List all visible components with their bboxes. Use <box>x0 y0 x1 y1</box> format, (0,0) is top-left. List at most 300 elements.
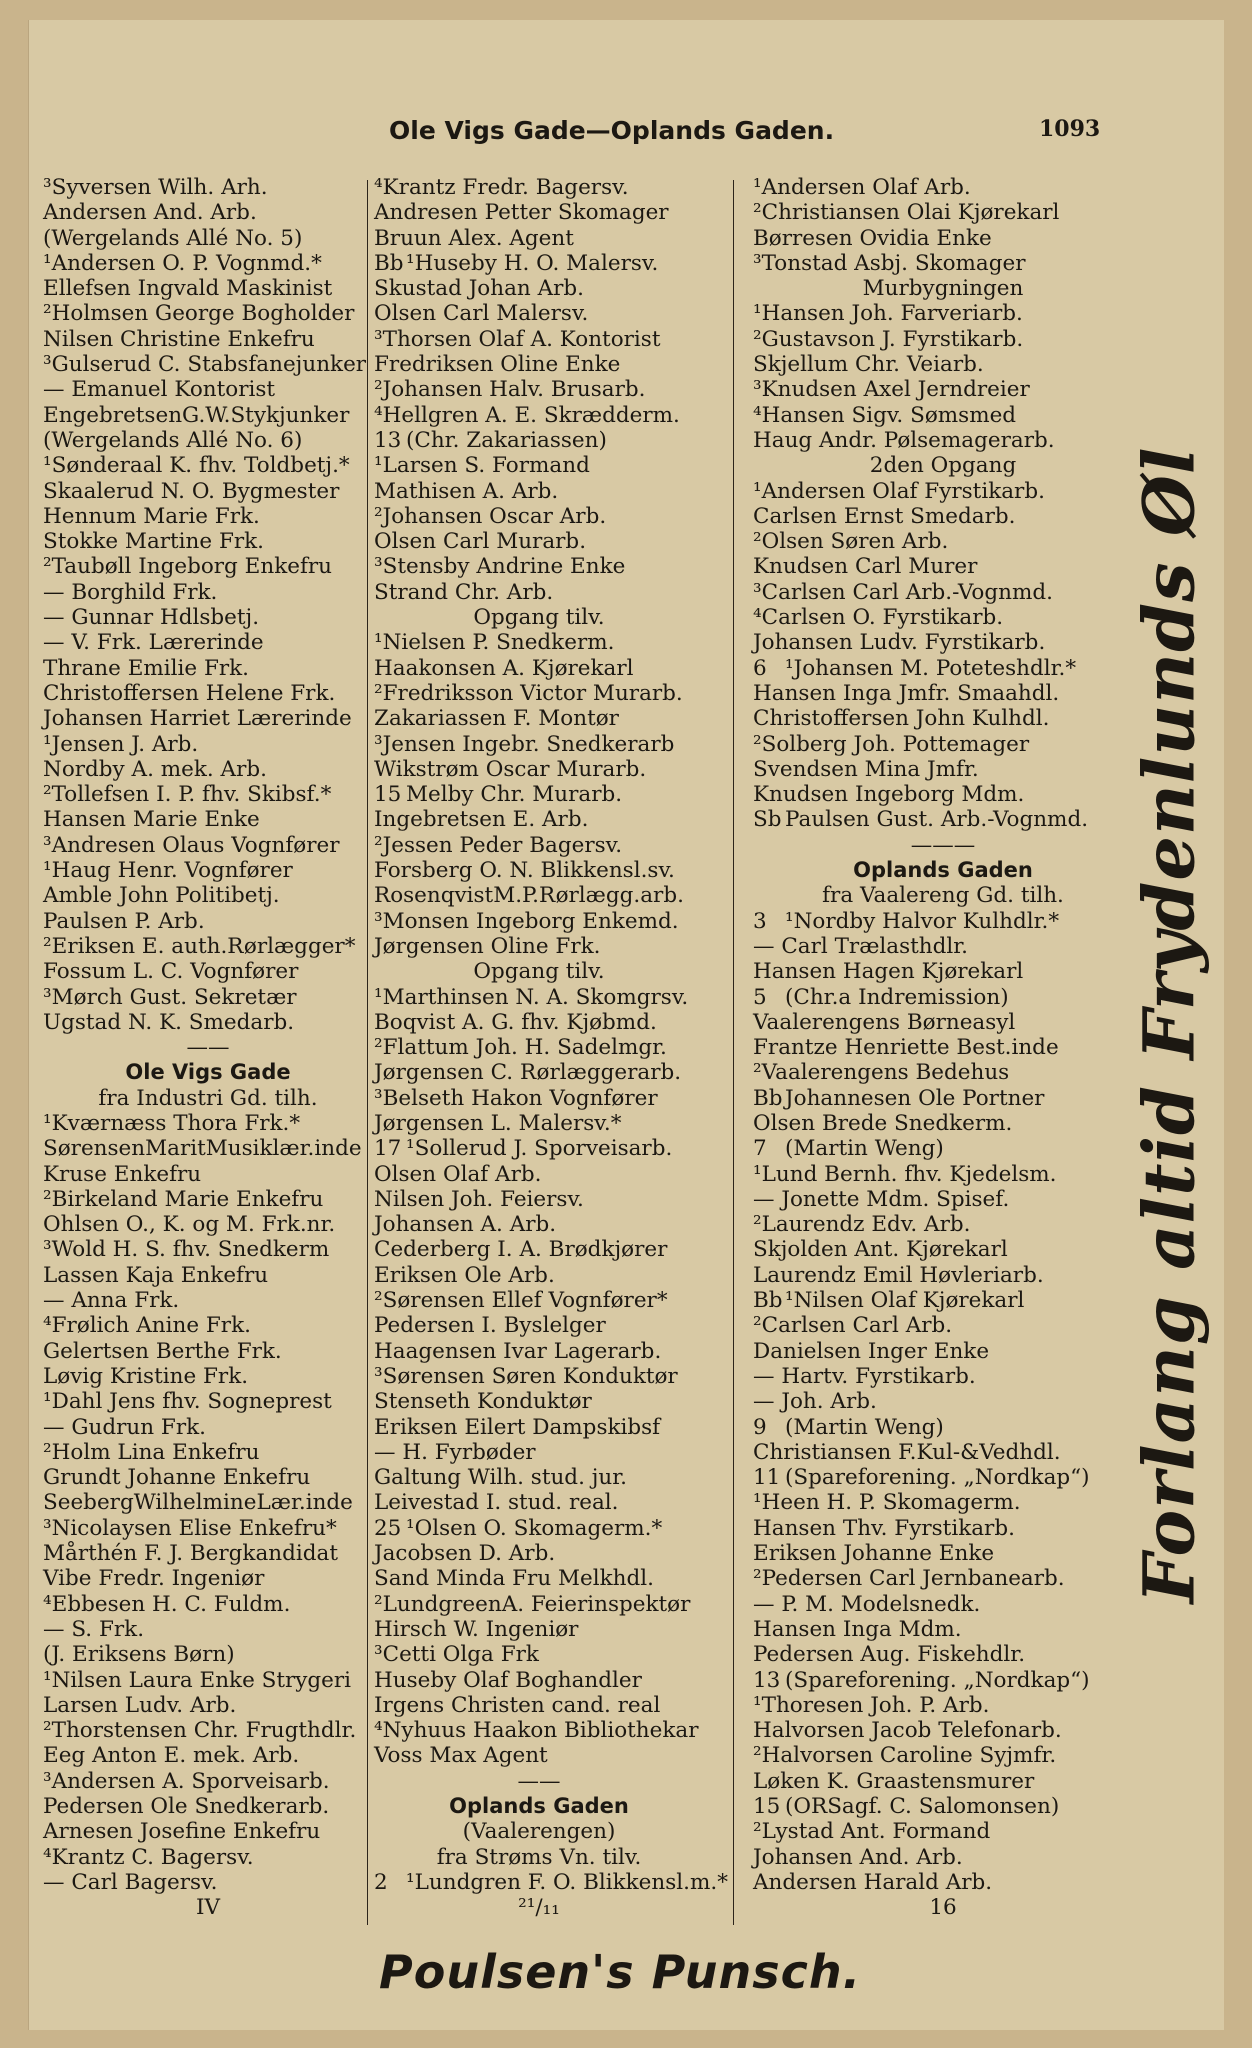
entry-text: Mårthén F. J. Bergkandidat <box>43 1541 338 1567</box>
directory-line <box>374 959 704 984</box>
directory-line <box>43 1086 373 1111</box>
directory-line <box>43 1642 373 1667</box>
directory-line <box>374 377 704 402</box>
entry-text: fra Strøms Vn. tilv. <box>436 1844 642 1870</box>
entry-text: Hansen Inga Mdm. <box>753 1616 962 1642</box>
entry-text: Paulsen Gust. Arb.-Vognmd. <box>785 807 1089 833</box>
directory-line <box>374 1642 704 1667</box>
directory-line <box>753 1440 1133 1465</box>
entry-text: ¹Nilsen Laura Enke Strygeri <box>43 1667 352 1693</box>
directory-line <box>43 251 373 276</box>
directory-line <box>753 1339 1133 1364</box>
directory-line <box>43 1668 373 1693</box>
entry-text: ²Birkeland Marie Enkefru <box>43 1186 324 1212</box>
directory-line <box>374 1693 704 1718</box>
directory-line <box>43 1313 373 1338</box>
directory-line <box>753 630 1133 655</box>
entry-text: — P. M. Modelsnedk. <box>753 1591 981 1617</box>
entry-text: ³Belseth Hakon Vognfører <box>374 1085 658 1111</box>
entry-text: ⁴Nyhuus Haakon Bibliothekar <box>374 1718 699 1744</box>
entry-text: — Carl Bagersv. <box>43 1869 218 1895</box>
entry-text: Olsen Carl Murarb. <box>374 529 587 555</box>
directory-page <box>28 20 1224 2030</box>
entry-text: ²Thorstensen Chr. Frugthdlr. <box>43 1718 357 1744</box>
entry-text: ¹Sollerud J. Sporveisarb. <box>406 1136 673 1162</box>
entry-text: ¹Lundgren F. O. Blikkensl.m.* <box>406 1869 728 1895</box>
directory-line <box>374 479 704 504</box>
entry-text: Pedersen I. Byslelger <box>374 1313 606 1339</box>
directory-line <box>43 504 373 529</box>
entry-text: ³Syversen Wilh. Arh. <box>43 175 268 200</box>
directory-line <box>753 377 1133 402</box>
entry-text: Jørgensen L. Malersv.* <box>374 1110 622 1136</box>
entry-text: ³Tonstad Asbj. Skomager <box>753 250 1026 276</box>
entry-text: Olsen Brede Snedkerm. <box>753 1110 1013 1136</box>
directory-line <box>374 732 704 757</box>
directory-line <box>43 1743 373 1768</box>
directory-line <box>753 883 1133 908</box>
directory-line <box>43 453 373 478</box>
directory-line <box>43 985 373 1010</box>
directory-line <box>374 1263 704 1288</box>
entry-text: ²Halvorsen Caroline Syjmfr. <box>753 1743 1057 1769</box>
directory-line <box>753 985 1133 1010</box>
entry-text: ³Carlsen Carl Arb.-Vognmd. <box>753 579 1053 605</box>
directory-line <box>753 757 1133 782</box>
entry-text: Jacobsen D. Arb. <box>374 1541 556 1567</box>
entry-text: ⁴Krantz Fredr. Bagersv. <box>374 175 629 200</box>
entry-text: ¹Johansen M. Poteteshdlr.* <box>785 655 1077 681</box>
directory-line <box>374 1465 704 1490</box>
entry-text: ²Carlsen Carl Arb. <box>753 1313 953 1339</box>
entry-text: ¹Hansen Joh. Farveriarb. <box>753 301 1023 327</box>
entry-text: Skjellum Chr. Veiarb. <box>753 352 984 378</box>
entry-text: Fossum L. C. Vognfører <box>43 959 299 985</box>
entry-text: Melby Chr. Murarb. <box>406 782 623 808</box>
house-number: 25 <box>374 1515 402 1541</box>
entry-text: Cederberg I. A. Brødkjører <box>374 1237 668 1263</box>
entry-text: (Wergelands Allé No. 6) <box>43 427 303 453</box>
directory-line <box>753 276 1133 301</box>
directory-line <box>374 1111 704 1136</box>
directory-line <box>753 858 1133 883</box>
entry-text: Haakonsen A. Kjørekarl <box>374 655 634 681</box>
entry-text: Paulsen P. Arb. <box>43 908 205 934</box>
directory-line <box>753 580 1133 605</box>
entry-text: — H. Fyrbøder <box>374 1439 536 1465</box>
entry-text: Bruun Alex. Agent <box>374 225 574 251</box>
entry-text: ³Andresen Olaus Vognfører <box>43 832 340 858</box>
directory-line <box>753 706 1133 731</box>
directory-line <box>374 1566 704 1591</box>
entry-text: Frantze Henriette Best.inde <box>753 1035 1059 1061</box>
entry-text: ¹Heen H. P. Skomagerm. <box>753 1490 1021 1516</box>
entry-text: Christoffersen John Kulhdl. <box>753 706 1050 732</box>
directory-line <box>753 1187 1133 1212</box>
entry-text: ²Johansen Halv. Brusarb. <box>374 377 646 403</box>
entry-text: ¹Nielsen P. Snedkerm. <box>374 630 615 656</box>
entry-text: —— <box>186 1035 230 1061</box>
directory-line <box>374 327 704 352</box>
house-number: Bb <box>374 250 404 276</box>
directory-line <box>753 1415 1133 1440</box>
entry-text: (Chr.a Indremission) <box>785 984 1009 1010</box>
entry-text: Christoffersen Helene Frk. <box>43 680 336 706</box>
entry-text: Johansen Harriet Lærerinde <box>43 706 352 732</box>
directory-line <box>43 732 373 757</box>
house-number: 13 <box>753 1667 781 1693</box>
directory-line <box>374 757 704 782</box>
house-number: Sb <box>753 807 782 833</box>
entry-text: Mathisen A. Arb. <box>374 478 559 504</box>
directory-line <box>753 1086 1133 1111</box>
directory-line <box>374 1339 704 1364</box>
entry-text: Danielsen Inger Enke <box>753 1338 990 1364</box>
entry-text: ⁴Krantz C. Bagersv. <box>43 1844 254 1870</box>
house-number: 3 <box>753 908 767 934</box>
directory-line <box>753 1490 1133 1515</box>
entry-text: Hennum Marie Frk. <box>43 503 260 529</box>
entry-text: Haagensen Ivar Lagerarb. <box>374 1338 662 1364</box>
entry-text: Fredriksen Oline Enke <box>374 352 621 378</box>
directory-line <box>753 959 1133 984</box>
directory-line <box>374 1035 704 1060</box>
entry-text: Hirsch W. Ingeniør <box>374 1616 579 1642</box>
directory-line <box>374 1440 704 1465</box>
house-number: Bb <box>753 1085 783 1111</box>
directory-line <box>374 909 704 934</box>
directory-line <box>43 1566 373 1591</box>
directory-line <box>753 554 1133 579</box>
entry-text: Ingebretsen E. Arb. <box>374 807 589 833</box>
entry-text: ¹Kværnæss Thora Frk.* <box>43 1110 301 1136</box>
entry-text: Thrane Emilie Frk. <box>43 655 250 681</box>
directory-line <box>43 656 373 681</box>
entry-text: Leivestad I. stud. real. <box>374 1490 619 1516</box>
directory-line <box>753 175 1133 200</box>
directory-line <box>374 504 704 529</box>
entry-text: ³Monsen Ingeborg Enkemd. <box>374 908 679 934</box>
entry-text: ¹Huseby H. O. Malersv. <box>406 250 659 276</box>
entry-text: ²Tollefsen I. P. fhv. Skibsf.* <box>43 782 332 808</box>
entry-text: Ellefsen Ingvald Maskinist <box>43 276 333 302</box>
directory-line <box>43 1440 373 1465</box>
entry-text: (Martin Weng) <box>785 1136 944 1162</box>
directory-line <box>43 1617 373 1642</box>
directory-line <box>374 883 704 908</box>
directory-line <box>374 1313 704 1338</box>
directory-line <box>374 1490 704 1515</box>
directory-line <box>374 403 704 428</box>
directory-line <box>753 807 1133 832</box>
directory-line <box>43 377 373 402</box>
entry-text: (Spareforening. „Nordkap“) <box>785 1465 1090 1491</box>
directory-line <box>753 782 1133 807</box>
entry-text: Eriksen Ole Arb. <box>374 1262 555 1288</box>
entry-text: Olsen Carl Malersv. <box>374 301 589 327</box>
directory-line <box>374 782 704 807</box>
house-number: 13 <box>374 427 402 453</box>
directory-line <box>753 1212 1133 1237</box>
entry-text: SørensenMaritMusiklær.inde <box>43 1136 362 1162</box>
directory-line <box>374 1389 704 1414</box>
entry-text: — Joh. Arb. <box>753 1389 877 1415</box>
directory-line <box>753 1769 1133 1794</box>
entry-text: EngebretsenG.W.Stykjunker <box>43 402 350 428</box>
entry-text: (Martin Weng) <box>785 1414 944 1440</box>
directory-line <box>374 529 704 554</box>
entry-text: Nordby A. mek. Arb. <box>43 756 267 782</box>
directory-line <box>374 1541 704 1566</box>
entry-text: Johansen A. Arb. <box>374 1212 557 1238</box>
directory-line <box>43 1162 373 1187</box>
entry-text: ²¹/₁₁ <box>518 1895 560 1921</box>
directory-line <box>374 1668 704 1693</box>
directory-line <box>753 1566 1133 1591</box>
entry-text: Pedersen Ole Snedkerarb. <box>43 1794 330 1819</box>
entry-text: Nilsen Joh. Feiersv. <box>374 1186 584 1212</box>
directory-line <box>753 1845 1133 1870</box>
house-number: 5 <box>753 984 767 1010</box>
entry-text: Halvorsen Jacob Telefonarb. <box>753 1718 1062 1744</box>
entry-text: Svendsen Mina Jmfr. <box>753 756 979 782</box>
entry-text: ³Andersen A. Sporveisarb. <box>43 1768 330 1794</box>
directory-line <box>43 327 373 352</box>
directory-line <box>43 858 373 883</box>
entry-text: Oplands Gaden <box>853 858 1033 883</box>
entry-text: ³Gulserud C. Stabsfanejunker <box>43 352 367 378</box>
entry-text: Carlsen Ernst Smedarb. <box>753 503 1016 529</box>
directory-line <box>43 1465 373 1490</box>
entry-text: RosenqvistM.P.Rørlægg.arb. <box>374 883 684 909</box>
house-number: 2 <box>374 1869 388 1895</box>
directory-line <box>753 1035 1133 1060</box>
directory-line <box>374 1869 728 1895</box>
directory-line <box>753 1819 1133 1844</box>
directory-line <box>43 1339 373 1364</box>
directory-line <box>43 1541 373 1566</box>
entry-text: Oplands Gaden <box>449 1794 629 1818</box>
directory-line <box>374 226 704 251</box>
entry-text: ¹Andersen Olaf Arb. <box>753 175 971 200</box>
entry-text: ²Fredriksson Victor Murarb. <box>374 680 683 706</box>
directory-line <box>43 1415 373 1440</box>
directory-line <box>753 605 1133 630</box>
directory-line <box>43 1693 373 1718</box>
entry-text: Pedersen Aug. Fiskehdlr. <box>753 1642 1026 1668</box>
entry-text: Murbygningen <box>862 276 1024 302</box>
directory-line <box>753 403 1133 428</box>
directory-line <box>43 1592 373 1617</box>
entry-text: ²Lystad Ant. Formand <box>753 1819 991 1845</box>
entry-text: Sand Minda Fru Melkhdl. <box>374 1566 654 1592</box>
entry-text: (J. Eriksens Børn) <box>43 1642 235 1668</box>
entry-text: ²Vaalerengens Bedehus <box>753 1060 1010 1086</box>
entry-text: Vibe Fredr. Ingeniør <box>43 1566 265 1592</box>
entry-text: Grundt Johanne Enkefru <box>43 1465 311 1491</box>
entry-text: ³Nicolaysen Elise Enkefru* <box>43 1515 337 1541</box>
entry-text: (Chr. Zakariassen) <box>406 427 607 453</box>
directory-line <box>753 1288 1133 1313</box>
entry-text: Olsen Olaf Arb. <box>374 1161 542 1187</box>
entry-text: ³Mørch Gust. Sekretær <box>43 984 297 1010</box>
column-divider <box>367 180 368 1925</box>
entry-text: Amble John Politibetj. <box>43 883 280 909</box>
entry-text: —— <box>517 1768 561 1794</box>
directory-line <box>43 1364 373 1389</box>
directory-line <box>753 428 1133 453</box>
entry-text: Skjolden Ant. Kjørekarl <box>753 1237 1008 1263</box>
column-2 <box>374 175 728 1921</box>
directory-line <box>43 1035 373 1060</box>
house-number: 11 <box>753 1465 781 1491</box>
house-number: Bb <box>753 1288 783 1314</box>
entry-text: fra Industri Gd. tilh. <box>98 1085 318 1111</box>
house-number: 6 <box>753 655 767 681</box>
directory-line <box>374 1819 704 1844</box>
directory-line <box>374 1212 704 1237</box>
directory-line <box>43 1187 373 1212</box>
entry-text: — Anna Frk. <box>43 1288 180 1314</box>
entry-text: ²Gustavson J. Fyrstikarb. <box>753 326 1024 352</box>
entry-text: ¹Lund Bernh. fhv. Kjedelsm. <box>753 1161 1057 1187</box>
directory-line <box>753 1237 1133 1262</box>
entry-text: Eriksen Johanne Enke <box>753 1541 995 1567</box>
directory-line <box>753 1136 1133 1161</box>
entry-text: Larsen Ludv. Arb. <box>43 1692 237 1718</box>
entry-text: ³Wold H. S. fhv. Snedkerm <box>43 1237 330 1263</box>
entry-text: Johansen And. Arb. <box>753 1844 963 1870</box>
entry-text: Strand Chr. Arb. <box>374 579 554 605</box>
entry-text: Wikstrøm Oscar Murarb. <box>374 756 647 782</box>
directory-line <box>753 1592 1133 1617</box>
entry-text: Stenseth Konduktør <box>374 1389 592 1415</box>
entry-text: ²Holmsen George Bogholder <box>43 301 355 327</box>
directory-line <box>43 1895 373 1920</box>
entry-text: ⁴Hellgren A. E. Skrædderm. <box>374 402 680 428</box>
entry-text: ²Taubøll Ingeborg Enkefru <box>43 554 333 580</box>
directory-line <box>374 251 704 276</box>
directory-line <box>43 706 373 731</box>
directory-line <box>374 1845 704 1870</box>
directory-line <box>753 1541 1133 1566</box>
directory-line <box>43 428 373 453</box>
house-number: 15 <box>374 782 402 808</box>
directory-line <box>43 833 373 858</box>
directory-line <box>374 276 704 301</box>
entry-text: Gelertsen Berthe Frk. <box>43 1338 282 1364</box>
directory-line <box>374 580 704 605</box>
entry-text: ¹Andersen O. P. Vognmd.* <box>43 250 322 276</box>
entry-text: Voss Max Agent <box>374 1743 548 1769</box>
entry-text: Andresen Petter Skomager <box>374 200 669 226</box>
entry-text: ²Christiansen Olai Kjørekarl <box>753 200 1060 226</box>
entry-text: ²Eriksen E. auth.Rørlægger* <box>43 933 356 959</box>
entry-text: ²Laurendz Edv. Arb. <box>753 1212 971 1238</box>
directory-line <box>374 681 704 706</box>
entry-text: Opgang tilv. <box>473 605 605 631</box>
entry-text: IV <box>195 1895 221 1921</box>
directory-line <box>374 1364 704 1389</box>
entry-text: Huseby Olaf Boghandler <box>374 1667 642 1693</box>
directory-line <box>753 327 1133 352</box>
entry-text: Skaalerud N. O. Bygmester <box>43 478 340 504</box>
entry-text: (ORSagf. C. Salomonsen) <box>785 1794 1060 1819</box>
entry-text: ¹Thoresen Joh. P. Arb. <box>753 1692 990 1718</box>
entry-text: ²Jessen Peder Bagersv. <box>374 832 623 858</box>
entry-text: ⁴Ebbesen H. C. Fuldm. <box>43 1591 291 1617</box>
entry-text: Zakariassen F. Montør <box>374 706 619 732</box>
entry-text: ¹Dahl Jens fhv. Sogneprest <box>43 1389 332 1415</box>
directory-line <box>753 1313 1133 1338</box>
entry-text: ²Flattum Joh. H. Sadelmgr. <box>374 1035 667 1061</box>
directory-line <box>43 1111 373 1136</box>
directory-line <box>43 909 373 934</box>
entry-text: ¹Larsen S. Formand <box>374 453 590 479</box>
directory-line <box>374 1237 704 1262</box>
entry-text: Opgang tilv. <box>473 959 605 985</box>
entry-text: Kruse Enkefru <box>43 1161 202 1187</box>
directory-line <box>753 479 1133 504</box>
directory-line <box>753 1060 1133 1085</box>
entry-text: — Borghild Frk. <box>43 579 218 605</box>
entry-text: ¹Nordby Halvor Kulhdlr.* <box>785 908 1060 934</box>
entry-text: Hansen Marie Enke <box>43 807 260 833</box>
entry-text: Løken K. Graastensmurer <box>753 1768 1035 1794</box>
directory-line <box>753 1693 1133 1718</box>
entry-text: Skustad Johan Arb. <box>374 276 585 302</box>
directory-line <box>753 909 1133 934</box>
directory-line <box>43 883 373 908</box>
entry-text: ³Sørensen Søren Konduktør <box>374 1363 678 1389</box>
directory-line <box>43 1010 373 1035</box>
entry-text: ³Jensen Ingebr. Snedkerarb <box>374 731 675 757</box>
directory-line <box>753 1010 1133 1035</box>
directory-line <box>43 529 373 554</box>
entry-text: ²LundgreenA. Feierinspektør <box>374 1591 691 1617</box>
directory-line <box>374 554 704 579</box>
directory-line <box>753 301 1133 326</box>
house-number: 9 <box>753 1414 767 1440</box>
directory-line <box>753 226 1133 251</box>
directory-line <box>43 1490 373 1515</box>
directory-line <box>43 1212 373 1237</box>
directory-line <box>753 1668 1133 1693</box>
directory-line <box>43 630 373 655</box>
directory-line <box>43 757 373 782</box>
directory-line <box>374 200 704 225</box>
directory-line <box>43 1516 373 1541</box>
directory-line <box>43 1794 373 1819</box>
directory-line <box>374 706 704 731</box>
directory-line <box>43 554 373 579</box>
directory-line <box>753 504 1133 529</box>
directory-line <box>374 1895 704 1920</box>
directory-line <box>753 1516 1133 1541</box>
column-3 <box>753 175 1133 1920</box>
directory-line <box>43 807 373 832</box>
directory-line <box>753 352 1133 377</box>
house-number: 15 <box>753 1794 781 1819</box>
directory-line <box>374 1187 704 1212</box>
entry-text: SeebergWilhelmineLær.inde <box>43 1490 353 1516</box>
entry-text: Haug Andr. Pølsemagerarb. <box>753 427 1055 453</box>
directory-line <box>374 175 704 200</box>
directory-line <box>43 580 373 605</box>
directory-line <box>374 985 704 1010</box>
directory-line <box>753 251 1133 276</box>
entry-text: Børresen Ovidia Enke <box>753 225 992 251</box>
